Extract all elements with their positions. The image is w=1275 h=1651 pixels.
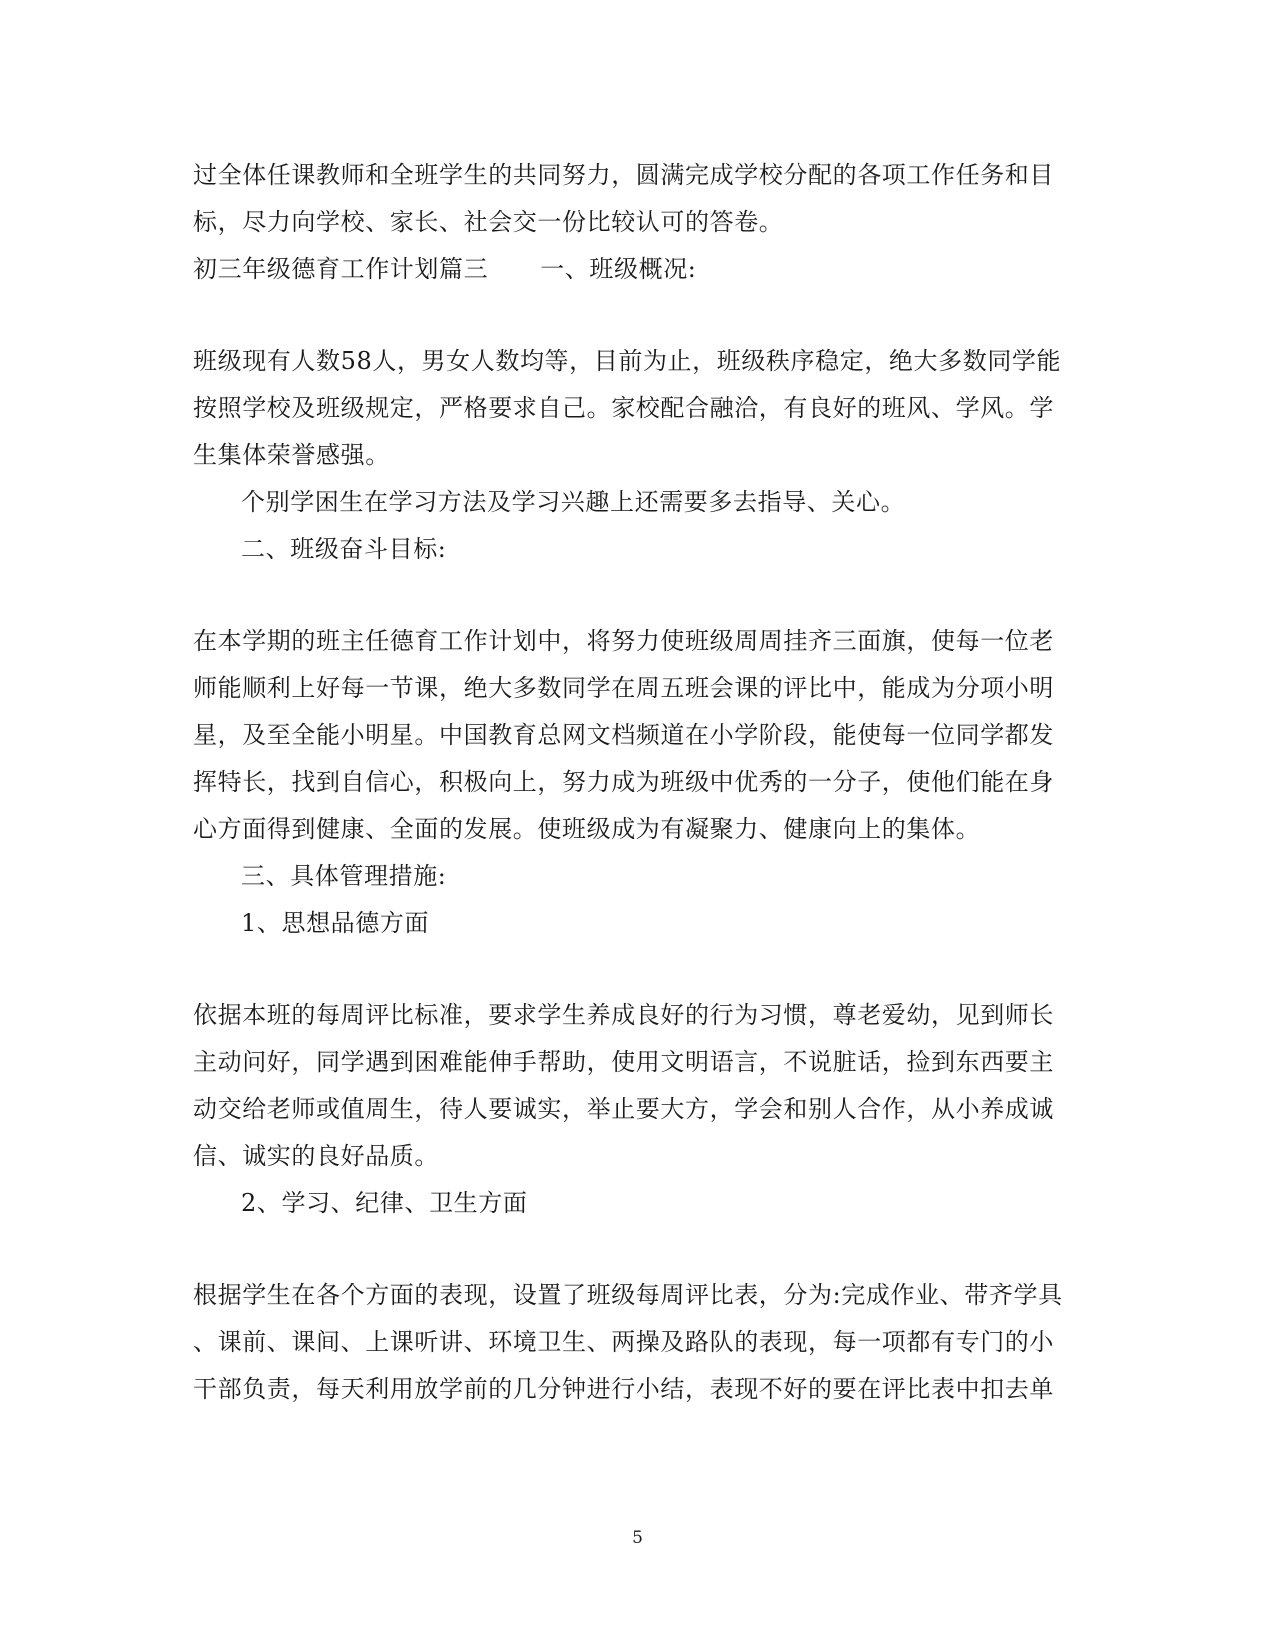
paragraph-line: 班级现有人数58人，男女人数均等，目前为止，班级秩序稳定，绝大多数同学能 bbox=[193, 347, 1062, 375]
paragraph-line: 信、诚实的良好品质。 bbox=[193, 1142, 439, 1170]
subsection-heading: 1、思想品德方面 bbox=[241, 909, 430, 937]
paragraph-line: 主动问好，同学遇到困难能伸手帮助，使用文明语言，不说脏话，捡到东西要主 bbox=[193, 1048, 1054, 1076]
paragraph-line: 、课前、课间、上课听讲、环境卫生、两操及路队的表现，每一项都有专门的小 bbox=[193, 1328, 1054, 1356]
paragraph-line: 动交给老师或值周生，待人要诚实，举止要大方，学会和别人合作，从小养成诚 bbox=[193, 1095, 1054, 1123]
section-heading bbox=[193, 254, 697, 284]
subsection-heading: 2、学习、纪律、卫生方面 bbox=[241, 1189, 528, 1217]
paragraph-line: 心方面得到健康、全面的发展。使班级成为有凝聚力、健康向上的集体。 bbox=[193, 815, 981, 843]
paragraph-line: 在本学期的班主任德育工作计划中，将努力使班级周周挂齐三面旗，使每一位老 bbox=[193, 627, 1054, 655]
section-heading: 三、具体管理措施: bbox=[241, 862, 447, 890]
page-number: 5 bbox=[632, 1528, 643, 1548]
paragraph-line: 过全体任课教师和全班学生的共同努力，圆满完成学校分配的各项工作任务和目 bbox=[193, 161, 1054, 189]
paragraph-line: 生集体荣誉感强。 bbox=[193, 441, 390, 469]
paragraph-line: 挥特长，找到自信心，积极向上，努力成为班级中优秀的一分子，使他们能在身 bbox=[193, 768, 1054, 796]
section-heading: 二、班级奋斗目标: bbox=[241, 535, 447, 563]
paragraph-line: 依据本班的每周评比标准，要求学生养成良好的行为习惯，尊老爱幼，见到师长 bbox=[193, 1001, 1054, 1029]
paragraph-line: 标，尽力向学校、家长、社会交一份比较认可的答卷。 bbox=[193, 208, 784, 236]
paragraph-line: 干部负责，每天利用放学前的几分钟进行小结，表现不好的要在评比表中扣去单 bbox=[193, 1375, 1054, 1403]
plan-title: 初三年级德育工作计划篇三 bbox=[193, 255, 489, 283]
paragraph-line: 根据学生在各个方面的表现，设置了班级每周评比表，分为:完成作业、带齐学具 bbox=[193, 1281, 1063, 1309]
paragraph-line: 星，及至全能小明星。中国教育总网文档频道在小学阶段，能使每一位同学都发 bbox=[193, 721, 1054, 749]
section-subtitle: 一、班级概况: bbox=[540, 255, 697, 283]
paragraph-line: 按照学校及班级规定，严格要求自己。家校配合融洽，有良好的班风、学风。学 bbox=[193, 394, 1054, 422]
paragraph-line: 个别学困生在学习方法及学习兴趣上还需要多去指导、关心。 bbox=[241, 488, 906, 516]
paragraph-line: 师能顺利上好每一节课，绝大多数同学在周五班会课的评比中，能成为分项小明 bbox=[193, 674, 1054, 702]
